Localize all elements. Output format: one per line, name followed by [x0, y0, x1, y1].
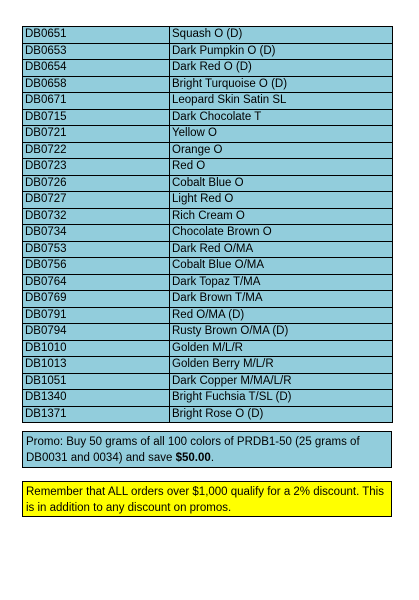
color-name: Dark Pumpkin O (D)	[170, 44, 393, 61]
color-name: Light Red O	[170, 192, 393, 209]
color-code: DB0651	[23, 27, 170, 44]
table-row	[23, 308, 393, 325]
color-code: DB0658	[23, 77, 170, 94]
table-row	[23, 407, 393, 424]
color-name: Red O/MA (D)	[170, 308, 393, 325]
color-name: Golden Berry M/L/R	[170, 357, 393, 374]
color-code: DB1340	[23, 390, 170, 407]
table-row	[23, 60, 393, 77]
color-name: Golden M/L/R	[170, 341, 393, 358]
color-name: Bright Turquoise O (D)	[170, 77, 393, 94]
color-name: Leopard Skin Satin SL	[170, 93, 393, 110]
color-name: Chocolate Brown O	[170, 225, 393, 242]
color-name: Cobalt Blue O	[170, 176, 393, 193]
table-row	[23, 110, 393, 127]
table-row	[23, 143, 393, 160]
color-code: DB1013	[23, 357, 170, 374]
table-row	[23, 291, 393, 308]
color-code: DB0734	[23, 225, 170, 242]
promo-amount: $50.00	[175, 452, 211, 464]
color-name: Red O	[170, 159, 393, 176]
color-name: Dark Chocolate T	[170, 110, 393, 127]
color-code: DB0722	[23, 143, 170, 160]
color-code: DB0732	[23, 209, 170, 226]
color-name: Dark Brown T/MA	[170, 291, 393, 308]
table-row	[23, 192, 393, 209]
color-name: Bright Fuchsia T/SL (D)	[170, 390, 393, 407]
color-table	[22, 26, 393, 423]
discount-notice-text: Remember that ALL orders over $1,000 qualify for a 2% discount. This is in addition to any discount on promos.	[26, 486, 384, 514]
color-code: DB1371	[23, 407, 170, 424]
table-row	[23, 209, 393, 226]
table-row	[23, 27, 393, 44]
color-code: DB1010	[23, 341, 170, 358]
table-row	[23, 341, 393, 358]
table-row	[23, 225, 393, 242]
table-row	[23, 176, 393, 193]
table-row	[23, 258, 393, 275]
color-name: Rusty Brown O/MA (D)	[170, 324, 393, 341]
color-name: Dark Topaz T/MA	[170, 275, 393, 292]
color-name: Yellow O	[170, 126, 393, 143]
table-row	[23, 242, 393, 259]
table-row	[23, 275, 393, 292]
color-code: DB0756	[23, 258, 170, 275]
table-row	[23, 77, 393, 94]
color-code: DB0764	[23, 275, 170, 292]
color-code: DB0753	[23, 242, 170, 259]
color-name: Cobalt Blue O/MA	[170, 258, 393, 275]
color-code: DB0653	[23, 44, 170, 61]
table-row	[23, 390, 393, 407]
color-name: Dark Red O (D)	[170, 60, 393, 77]
color-code: DB0726	[23, 176, 170, 193]
color-name: Rich Cream O	[170, 209, 393, 226]
color-code: DB1051	[23, 374, 170, 391]
color-code: DB0671	[23, 93, 170, 110]
promo-text: Promo: Buy 50 grams of all 100 colors of PRDB1-50 (25 grams of DB0031 and 0034) and save	[26, 436, 360, 464]
color-name: Dark Copper M/MA/L/R	[170, 374, 393, 391]
table-row	[23, 126, 393, 143]
color-code: DB0721	[23, 126, 170, 143]
promo-box	[22, 431, 392, 468]
discount-notice	[22, 481, 392, 517]
color-code: DB0654	[23, 60, 170, 77]
table-row	[23, 374, 393, 391]
promo-end: .	[210, 452, 215, 464]
color-code: DB0715	[23, 110, 170, 127]
table-row	[23, 44, 393, 61]
color-code: DB0769	[23, 291, 170, 308]
table-row	[23, 324, 393, 341]
table-row	[23, 159, 393, 176]
color-name: Dark Red O/MA	[170, 242, 393, 259]
table-row	[23, 357, 393, 374]
color-code: DB0727	[23, 192, 170, 209]
color-name: Bright Rose O (D)	[170, 407, 393, 424]
color-code: DB0723	[23, 159, 170, 176]
color-name: Orange O	[170, 143, 393, 160]
color-code: DB0794	[23, 324, 170, 341]
color-code: DB0791	[23, 308, 170, 325]
color-name: Squash O (D)	[170, 27, 393, 44]
table-row	[23, 93, 393, 110]
